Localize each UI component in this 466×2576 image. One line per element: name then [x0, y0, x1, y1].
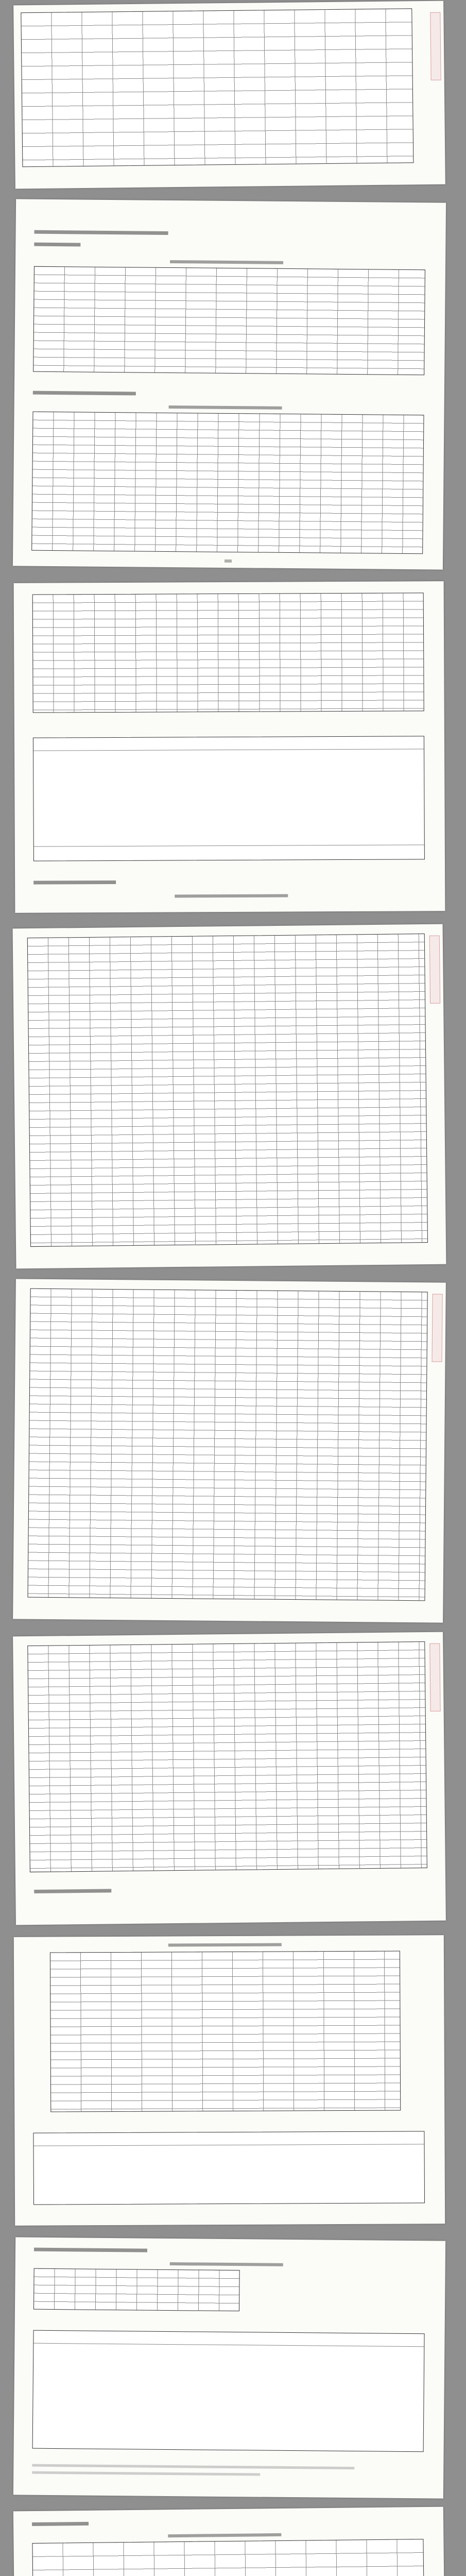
table-caption: [168, 2533, 281, 2537]
page-number: [224, 560, 231, 563]
document-page-5: [13, 1279, 446, 1622]
approval-stamp: [429, 936, 440, 1004]
emission-permit-table-continued: [28, 1289, 428, 1601]
subsection-heading: [34, 2248, 147, 2252]
subsection-heading: [33, 880, 116, 885]
notes-box: [32, 2330, 425, 2452]
subsection-heading: [33, 391, 136, 396]
document-page-2: [13, 199, 446, 569]
fugitive-emission-table: [50, 1951, 401, 2112]
permit-info-table: [21, 8, 413, 167]
document-page-8: [13, 2237, 445, 2498]
notes-box: [33, 736, 425, 861]
emission-permit-table-continued: [27, 1641, 427, 1872]
total-emission-table: [33, 2268, 240, 2311]
pollutant-table-continued: [32, 592, 424, 713]
approval-stamp: [430, 12, 441, 80]
wastewater-outlet-table: [32, 2539, 424, 2576]
table-caption: [175, 894, 288, 898]
document-page-4: [13, 924, 446, 1269]
approval-stamp: [432, 1294, 443, 1362]
table-caption: [169, 405, 282, 410]
document-page-6: [13, 1632, 446, 1925]
document-page-7: [14, 1935, 445, 2226]
table-caption: [168, 1943, 282, 1947]
section-heading: [32, 2522, 89, 2526]
table-caption: [170, 2262, 283, 2266]
section-heading: [34, 230, 168, 235]
document-page-9: [13, 2507, 445, 2576]
document-page-1: [13, 1, 445, 189]
table-caption: [170, 260, 283, 264]
approval-stamp: [429, 1643, 440, 1711]
subsection-heading: [34, 1889, 111, 1893]
notes-box: [33, 2131, 425, 2205]
emission-permit-table: [27, 934, 428, 1247]
footnote: [32, 2464, 425, 2482]
emission-limits-table: [31, 412, 424, 554]
document-page-3: [14, 581, 445, 913]
subsection-heading: [34, 243, 80, 247]
emission-outlet-table: [33, 266, 425, 376]
